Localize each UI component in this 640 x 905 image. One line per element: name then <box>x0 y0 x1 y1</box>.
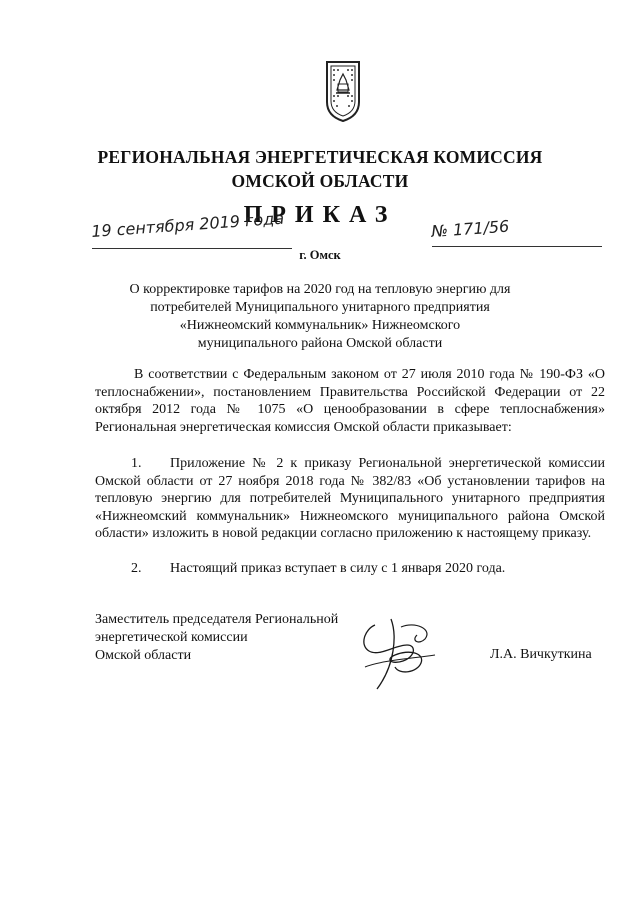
subject-line: О корректировке тарифов на 2020 год на тепловую энергию для <box>129 282 511 297</box>
handwritten-order-number: № 171/56 <box>430 216 510 241</box>
handwritten-date: 19 сентября 2019 года <box>90 208 285 241</box>
organization-name-line-2: ОМСКОЙ ОБЛАСТИ <box>231 171 409 191</box>
order-subject <box>120 281 520 353</box>
subject-line: потребителей Муниципального унитарного предприятия <box>150 300 490 315</box>
number-underline <box>432 246 602 247</box>
order-item-2 <box>95 560 605 578</box>
position-line: Омской области <box>95 648 192 663</box>
city-label: г. Омск <box>299 248 341 262</box>
position-line: энергетической комиссии <box>95 630 248 645</box>
coat-of-arms-icon <box>323 58 363 124</box>
position-line: Заместитель председателя Региональной <box>95 612 339 627</box>
subject-line: муниципального района Омской области <box>197 336 443 351</box>
item-text: Приложение № 2 к приказу Региональной энергетической комиссии Омской области от 27 ноября 2018 года № 382/83 «Об установлении тарифов на тепловую энергию для потребителей Муниципального унитарного предприятия «Нижнеомский коммунальник» Нижнеомского муниципального района Омской области» изложить в новой редакции согласно приложению к настоящему приказу. <box>95 456 605 542</box>
item-number: 2. <box>131 561 142 576</box>
item-text: Настоящий приказ вступает в силу с 1 января 2020 года. <box>170 561 506 576</box>
signatory-position <box>95 611 338 665</box>
preamble-paragraph: В соответствии с Федеральным законом от 27 июля 2010 года № 190-ФЗ «О теплоснабжении», постановлением Правительства Российской Федерации от 22 октября 2012 года № 1075 «О ценообразовании в сфере теплоснабжения» Региональная энергетическая комиссия Омской области приказывает: <box>95 367 605 435</box>
organization-name-line-1: РЕГИОНАЛЬНАЯ ЭНЕРГЕТИЧЕСКАЯ КОМИССИЯ <box>97 147 543 167</box>
document-title: ПРИКАЗ <box>243 202 397 228</box>
order-item-1 <box>95 455 605 543</box>
signatory-name: Л.А. Вичкуткина <box>490 647 592 662</box>
item-number: 1. <box>131 456 142 471</box>
subject-line: «Нижнеомский коммунальник» Нижнеомского <box>179 318 461 333</box>
handwritten-signature <box>355 615 440 693</box>
